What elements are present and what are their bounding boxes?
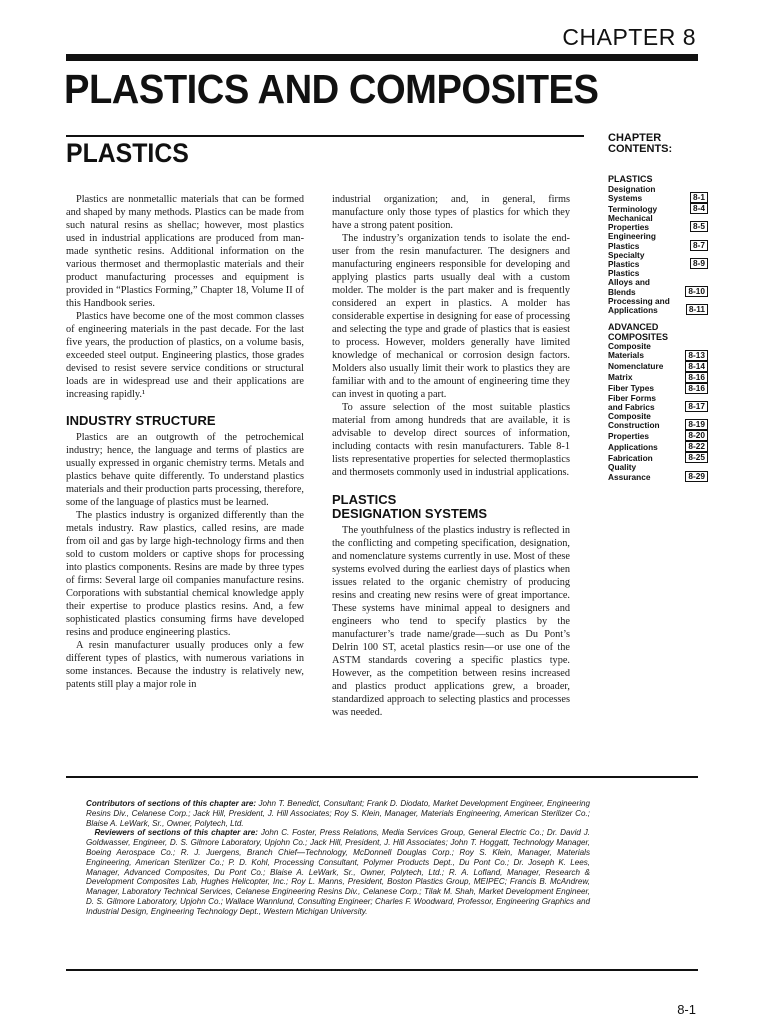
toc-item-label: Designation Systems — [608, 183, 656, 203]
toc-page-ref[interactable]: 8-22 — [685, 441, 708, 452]
toc-page-ref[interactable]: 8-16 — [685, 372, 708, 383]
reviewers-lead: Reviewers of sections of this chapter are: — [94, 828, 258, 838]
paragraph: Plastics are nonmetallic materials that can be formed and shaped by many methods. Plastics can be made from such natural resins as shellac; however, most plastics used in industrial applications are produced from man-made synthetic resins. Additional information on the various thermoset and thermoplastic materials and their product manufacturing processes and equipment is provided in “Plastics Forming,” Chapter 18, Volume II of this Handbook series. — [66, 194, 304, 309]
toc-page-ref[interactable]: 8-4 — [690, 203, 708, 214]
toc-item[interactable] — [608, 463, 708, 481]
section-title: PLASTICS — [66, 138, 189, 168]
toc-item[interactable] — [608, 430, 708, 441]
industry-structure-heading: INDUSTRY STRUCTURE — [66, 413, 216, 428]
toc-item-label: Fabrication — [608, 453, 653, 464]
toc-item[interactable] — [608, 185, 708, 203]
toc-page-ref[interactable]: 8-29 — [685, 471, 708, 482]
paragraph: Plastics are an outgrowth of the petrochemical industry; hence, the language and terms of plastics are usually expressed in organic chemistry terms. Metals and plastics behave quite differently. To understand plastics materials and their production parts processing, therefore, some of the language of plastics must be learned. — [66, 432, 304, 508]
toc-item[interactable] — [608, 269, 708, 297]
toc-page-ref[interactable]: 8-9 — [690, 258, 708, 269]
contributors-rule — [66, 776, 698, 778]
toc-item-label: Properties — [608, 431, 650, 442]
heading-line: PLASTICS — [332, 492, 397, 507]
toc-item-label: Mechanical Properties — [608, 212, 653, 233]
paragraph: industrial organization; and, in general, firms manufacture only those types of plastics for which they have a strong patent position. — [332, 194, 570, 231]
paragraph: The plastics industry is organized differently than the metals industry. Raw plastics, called resins, are made from oil and gas by large high-technology firms and then sold to custom molders or captive shops for processing into plastics components. Resins are made by three types of firms: Several large oil companies manufacture resins. Corporations with substantial chemical knowledge apply their expertise to produce plastics resins. And, a few sophisticated plastics consuming firms have developed resins and produce engineering plastics. — [66, 510, 304, 638]
section-rule — [66, 135, 584, 137]
toc-page-ref[interactable]: 8-7 — [690, 240, 708, 251]
toc-item[interactable] — [608, 251, 708, 269]
toc-group-plastics — [608, 175, 708, 315]
toc-page-ref[interactable]: 8-11 — [686, 304, 708, 315]
toc-item[interactable] — [608, 441, 708, 452]
contents-heading — [608, 133, 708, 155]
toc-item[interactable] — [608, 412, 708, 430]
toc-page-ref[interactable]: 8-16 — [685, 383, 708, 394]
toc-item-label: Composite Construction — [608, 410, 660, 431]
toc-page-ref[interactable]: 8-19 — [685, 419, 708, 430]
toc-item-label: Specialty Plastics — [608, 249, 645, 269]
toc-item-label: Terminology — [608, 203, 658, 214]
toc-item-label: Fiber Forms and Fabrics — [608, 392, 656, 412]
contributors-lead: Contributors of sections of this chapter are: — [86, 799, 257, 808]
middle-column — [332, 193, 570, 719]
toc-item[interactable] — [608, 372, 708, 383]
paragraph: The industry’s organization tends to isolate the end-user from the resin manufacturer. The designers and manufacturing engineers responsible for developing and applying plastics parts usually deal with a custom molder. The molder is the part maker and is frequently considered an expert in plastics. A molder has considerable expertise in designing for ease of processing and selecting the type and grade of plastics that is easiest to process. However, molders generally have limited knowledge of mechanical or corrosion design factors. Molders also usually limit their work to plastics they are familiar with and to the amount of engineering time they can invest in quoting a part. — [332, 233, 570, 400]
chapter-contents-sidebar — [608, 133, 708, 490]
chapter-label: CHAPTER 8 — [562, 24, 696, 50]
toc-item[interactable] — [608, 214, 708, 232]
toc-item-label: Nomenclature — [608, 361, 664, 372]
reviewers-text: John C. Foster, Press Relations, Media Services Group, General Electric Co.; Dr. David J. Goldwasser, Engineer, D. S. Gilmore Laboratory, Upjohn Co.; Jack Hill, President, J. Hill Associates; John T. Hoggatt, Technology Manager, Boeing Aerospace Co.; R. J. Juergens, Branch Chief—Technology, McDonnell Douglas Corp.; Roy S. Klein, Manager, Materials Engineering, American Sterilizer Co.; P. D. Kohl, Processing Consultant, Polymer Products Dept., Du Pont Co.; Dr. Joseph K. Lees, Manager, Advanced Composites, Du Pont Co.; Blaise A. LeWark, Sr., Owner, Polytech, Ltd.; R. A. Lofland, Manager, Research & Development Composites Lab, Hughes Helicopter, Inc.; Roy L. Manns, President, Boston Plastics Group, MEIPEC; Francis B. McAndrew, Manager, Laboratory Technical Services, Celanese Engineering Resins Div., Celanese Corp.; Tilak M. Shah, Market Development Engineer, D. S. Gilmore Laboratory, Upjohn Co.; Wallace Wannlund, Consulting Engineer; Charles F. Woodward, Professor, Engineering Graphics and Industrial Design, Engineering Technology Dept., Western Michigan University. — [86, 828, 590, 916]
toc-item-label: Fiber Types — [608, 383, 654, 394]
left-column — [66, 193, 304, 691]
chapter-title: PLASTICS AND COMPOSITES — [64, 66, 599, 112]
paragraph: A resin manufacturer usually produces only a few different types of plastics, with numerous variations in some instances. Because the industry is relatively new, patents still play a major role in — [66, 640, 304, 690]
toc-page-ref[interactable]: 8-14 — [685, 361, 708, 372]
paragraph: The youthfulness of the plastics industry is reflected in the conflicting and competing specification, designation, and nomenclature systems currently in use. Most of these systems evolved during the earliest days of plastics when issues related to the organic chemistry of producing resins and creating new resins were of great importance. These systems have minimal appeal to designers and engineers who tend to specify plastics by the manufacturer’s trade name/grade—such as Du Pont’s Delrin 100 ST, acetal plastics resin—or use one of the ASTM standards covering a specific plastics type. However, as the competition between resins increased and plastics product applications grew, a broader, standardized approach to selecting plastics and processes was needed. — [332, 525, 570, 718]
toc-item[interactable] — [608, 232, 708, 250]
toc-page-ref[interactable]: 8-10 — [685, 286, 708, 297]
toc-item[interactable] — [608, 342, 708, 360]
paragraph: To assure selection of the most suitable plastics material from among hundreds that are available, it is advisable to develop direct sources of information, including contacts with resin manufacturers. Table 8-1 lists representative properties for selected thermoplastics and thermosets commonly used in industrial applications. — [332, 402, 570, 478]
contributors-text: John T. Benedict, Consultant; Frank D. Diodato, Market Development Engineer, Engineering Resins Div., Celanese Corp.; Jack Hill, President, J. Hill Associates; Roy S. Klein, Manager, Materials Engineering, American Sterilizer Co.; Blaise A. LeWark, Sr., Owner, Polytech, Ltd. — [86, 799, 591, 828]
toc-item-label: Processing and Applications — [608, 295, 670, 315]
toc-item-label: Composite Materials — [608, 341, 651, 361]
toc-item[interactable] — [608, 361, 708, 372]
contributors-note — [86, 799, 590, 917]
heading-line: CHAPTER — [608, 132, 662, 144]
toc-item-label: Quality Assurance — [608, 462, 651, 482]
toc-item[interactable] — [608, 394, 708, 412]
toc-group-title: PLASTICS — [608, 174, 653, 184]
toc-item-label: Matrix — [608, 372, 633, 383]
toc-item[interactable] — [608, 383, 708, 394]
toc-page-ref[interactable]: 8-20 — [685, 430, 708, 441]
toc-item[interactable] — [608, 297, 708, 315]
toc-group-title: ADVANCED — [608, 322, 659, 333]
toc-page-ref[interactable]: 8-1 — [690, 192, 708, 203]
toc-page-ref[interactable]: 8-25 — [685, 452, 708, 463]
toc-item-label: Engineering Plastics — [608, 231, 656, 251]
designation-systems-heading — [332, 493, 570, 521]
toc-page-ref[interactable]: 8-17 — [685, 401, 708, 412]
top-rule — [66, 54, 698, 61]
bottom-rule — [66, 969, 698, 971]
toc-group-title: COMPOSITES — [608, 331, 669, 342]
toc-group-composites — [608, 323, 708, 482]
toc-item-label: Plastics Alloys and Blends — [608, 268, 650, 297]
toc-page-ref[interactable]: 8-5 — [690, 221, 708, 232]
toc-page-ref[interactable]: 8-13 — [685, 350, 708, 361]
page-number: 8-1 — [677, 1002, 696, 1017]
heading-line: DESIGNATION SYSTEMS — [332, 506, 488, 521]
toc-item-label: Applications — [608, 442, 658, 453]
paragraph: Plastics have become one of the most common classes of engineering materials in the past decade. For the last five years, the production of plastics, on a volume basis, exceeded steel output. Engineering plastics, those grades devised to resist severe service conditions or structural loads are in widespread use and their applications are increasing rapidly.¹ — [66, 311, 304, 400]
heading-line: CONTENTS: — [608, 143, 673, 155]
